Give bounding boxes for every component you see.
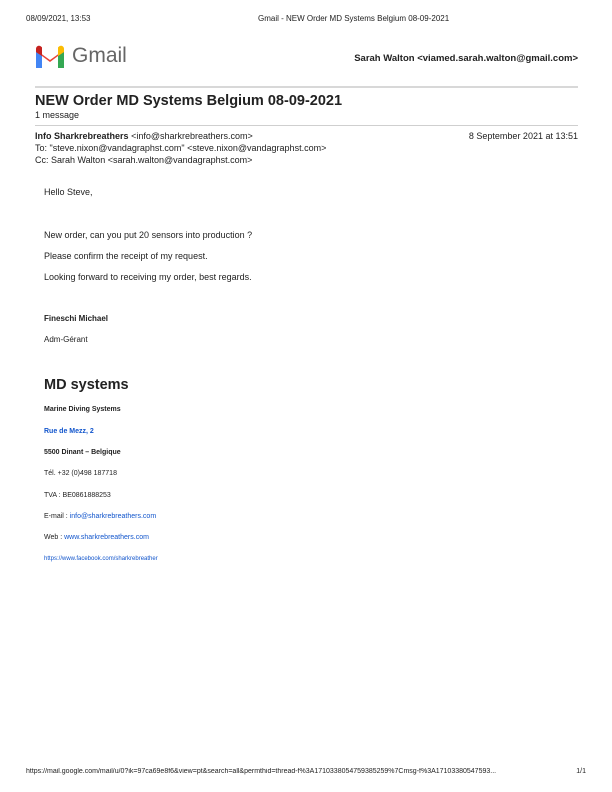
signature-company-full: Marine Diving Systems [44,406,121,413]
body-line-2: Please confirm the receipt of my request. [44,251,208,261]
signature-vat: TVA : BE0861888253 [44,492,111,499]
signature-role: Adm-Gérant [44,335,88,344]
signature-name: Fineschi Michael [44,314,109,323]
signature-web [44,534,149,541]
message-count: 1 message [35,110,80,120]
signature-email [44,513,156,520]
print-datetime: 08/09/2021, 13:53 [26,14,91,23]
header-divider [35,86,578,88]
signature-email-label: E-mail : [44,513,70,520]
signature-facebook-link[interactable]: https://www.facebook.com/sharkrebreather [44,556,158,562]
signature-company: MD systems [44,377,129,393]
sender-email: <info@sharkrebreathers.com> [131,131,253,141]
signature-web-label: Web : [44,534,65,541]
signature-street-link[interactable]: Rue de Mezz, 2 [44,428,94,435]
gmail-wordmark: Gmail [72,44,127,67]
message-date: 8 September 2021 at 13:51 [468,131,578,141]
print-title: Gmail - NEW Order MD Systems Belgium 08-09-2021 [258,14,450,23]
cc-recipients: Cc: Sarah Walton <sarah.walton@vandagraphst.com> [35,155,253,165]
signature-web-link[interactable]: www.sharkrebreathers.com [64,534,149,541]
signature-email-link[interactable]: info@sharkrebreathers.com [69,513,157,520]
signature-city: 5500 Dinant – Belgique [44,449,121,456]
body-line-3: Looking forward to receiving my order, best regards. [44,272,252,282]
print-page-number: 1/1 [576,768,586,775]
thread-divider [35,125,578,126]
signature-phone: Tél. +32 (0)498 187718 [44,470,117,477]
sender [35,131,253,141]
thread-subject: NEW Order MD Systems Belgium 08-09-2021 [35,93,343,109]
account-identity: Sarah Walton <viamed.sarah.walton@gmail.com> [354,53,578,64]
sender-name: Info Sharkrebreathers [35,131,129,141]
to-recipients: To: "steve.nixon@vandagraphst.com" <steve.nixon@vandagraphst.com> [35,143,327,153]
print-url: https://mail.google.com/mail/u/0?ik=97ca69e8f6&view=pt&search=all&permthid=thread-f%3A1710338054759385259%7Cmsg-f%3A17103380547593... [26,768,497,775]
body-line-1: New order, can you put 20 sensors into production ? [44,230,253,240]
gmail-logo-icon [34,44,66,68]
body-greeting: Hello Steve, [44,187,93,197]
